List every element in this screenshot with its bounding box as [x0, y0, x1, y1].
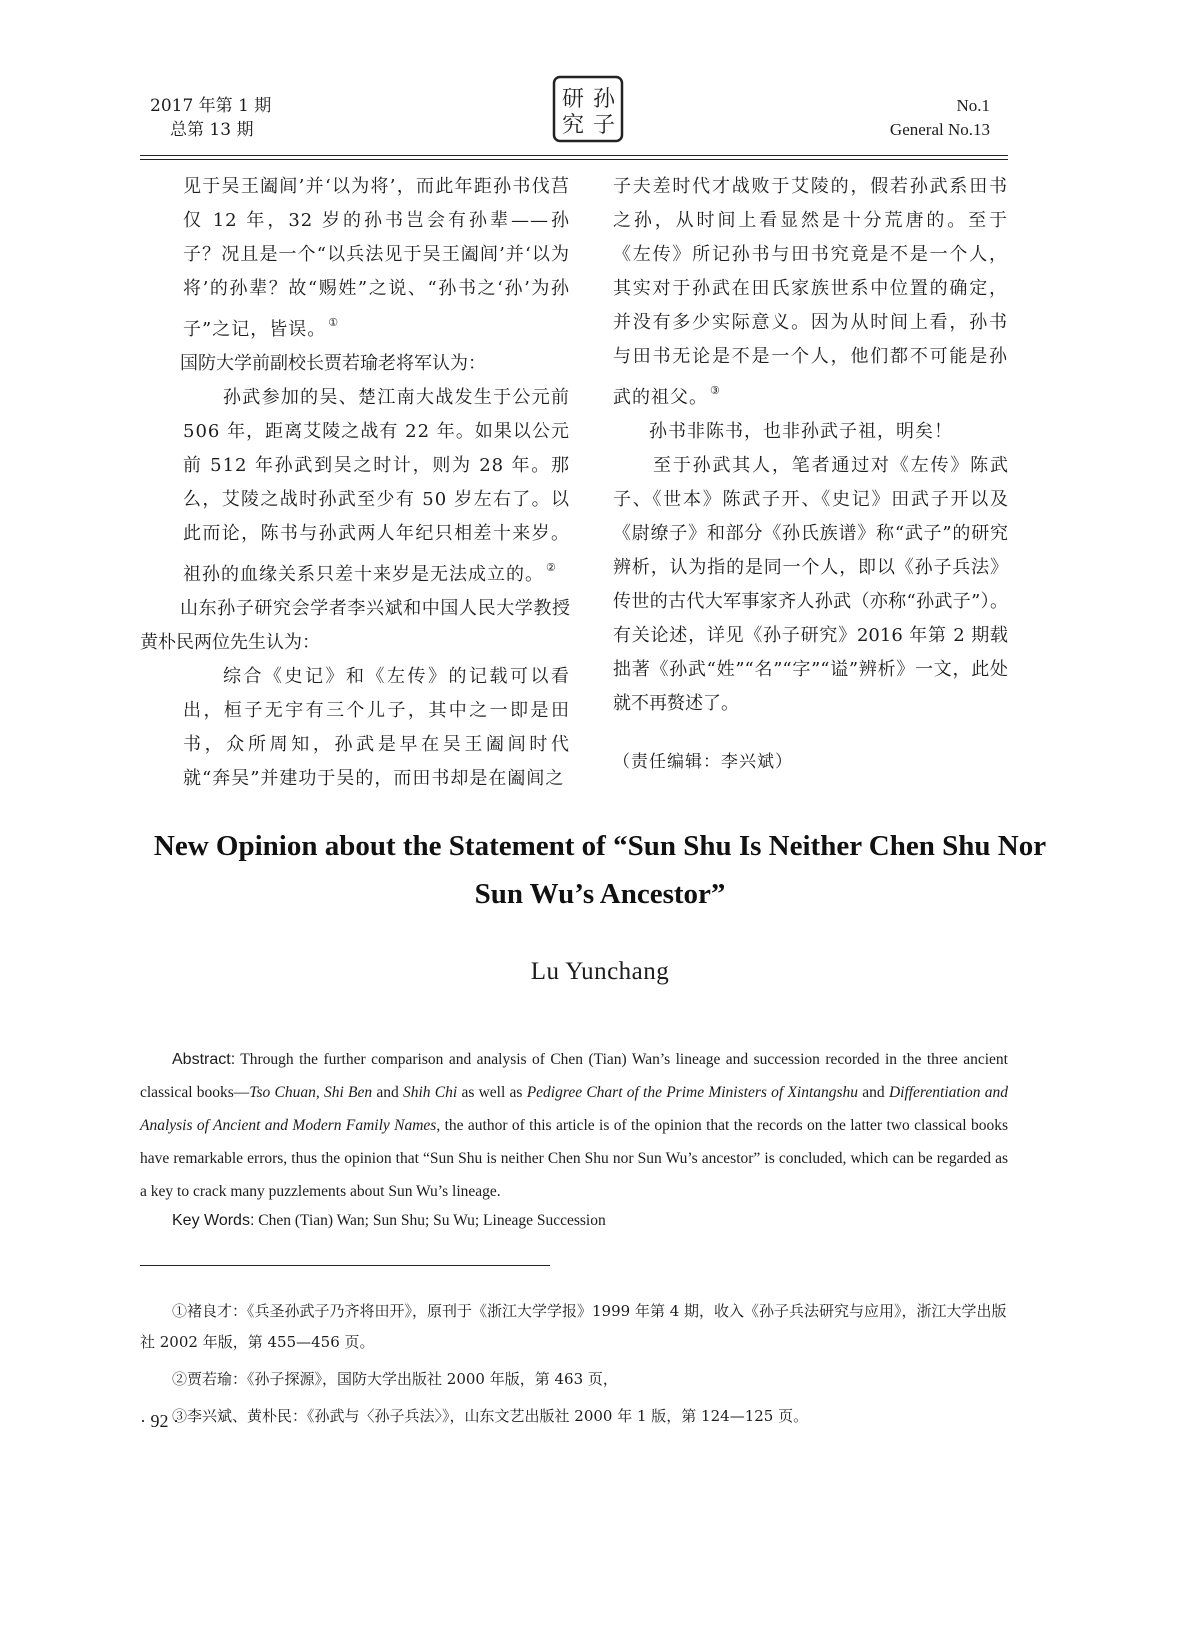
footnote-rule [140, 1265, 550, 1266]
abstract-text: and [858, 1084, 889, 1101]
abstract-book-title: Differentiation and Analysis of Ancient and Modern Family Names [140, 1084, 1008, 1134]
logo-char-1: 孙 [592, 87, 616, 112]
keywords-line [172, 1212, 606, 1230]
quote-text: 见于吴王阖闾’并‘以为将’，而此年距孙书伐莒仅 12 年，32 岁的孙书岂会有孙辈——孙子？况且是一个“以兵法见于吴王阖闾’并‘以为将’的孙辈？故“赐姓”之说、“孙书之‘孙’为孙子”之记，皆误。 [183, 176, 570, 340]
footnote-ref: ① [328, 316, 340, 329]
abstract-book-title: Tso Chuan, Shi Ben [249, 1084, 373, 1101]
abstract-book-title: Shih Chi [403, 1084, 458, 1101]
header-rule-thin [140, 159, 1008, 160]
footnote-ref: ③ [710, 384, 721, 397]
header-rule-thick [140, 155, 1008, 156]
abstract-book-title: Pedigree Chart of the Prime Ministers of Xintangshu [526, 1084, 859, 1101]
quote-paragraph [613, 170, 1008, 415]
title-line: Sun Wu’s Ancestor” [474, 878, 726, 910]
logo-char-4: 究 [561, 113, 585, 138]
abstract-block [140, 1043, 1008, 1208]
footnote: ③李兴斌、黄朴民：《孙武与〈孙子兵法〉》，山东文艺出版社 2000 年 1 版，第 124—125 页。 [172, 1407, 809, 1425]
conclusion-sentence: 孙书非陈书，也非孙武子祖，明矣！ [649, 421, 953, 442]
issue-info-cn [150, 94, 271, 142]
quote-text: 孙武参加的吴、楚江南大战发生于公元前 506 年，距离艾陵之战有 22 年。如果以公元前 512 年孙武到吴之时计，则为 28 年。那么，艾陵之战时孙武至少有 50 岁左右了。以此而论，陈书与孙武两人年纪只相差十来岁。祖孙的血缘关系只差十来岁是无法成立的。 [183, 387, 570, 585]
abstract-text: as well as [457, 1084, 527, 1101]
title-line: New Opinion about the Statement of “Sun Shu Is Neither Chen Shu Nor [153, 830, 1047, 862]
english-title [100, 822, 1100, 918]
quote-paragraph: 综合《史记》和《左传》的记载可以看出，桓子无宇有三个儿子，其中之一即是田书，众所周知，孙武是早在吴王阖闾时代就“奔吴”并建功于吴的，而田书却是在阖闾之 [183, 666, 570, 789]
logo-char-3: 研 [561, 87, 585, 112]
footnote-ref: ② [546, 561, 557, 574]
quote-paragraph [140, 381, 570, 592]
footnotes [140, 1296, 1008, 1438]
journal-logo-seal [551, 74, 625, 144]
general-number-en: General No.13 [889, 120, 990, 139]
logo-char-2: 子 [592, 113, 616, 138]
right-column [613, 170, 1008, 779]
abstract-text: , the author of this article is of the opinion that the records on the latter two classical books have remarkable errors, thus the opinion that “Sun Shu is neither Chen Shu nor Sun Wu’s ancestor” is concluded, which can be regarded as a key to crack many puzzlements about Sun Wu’s lineage. [140, 1117, 1009, 1200]
issue-total-number: 总第 13 期 [170, 120, 254, 140]
author-name: Lu Yunchang [530, 958, 670, 985]
issue-number-en: No.1 [956, 96, 990, 115]
keywords-label: Key Words: [172, 1212, 255, 1229]
quote-text: 子夫差时代才战败于艾陵的，假若孙武系田书之孙，从时间上看显然是十分荒唐的。至于《左传》所记孙书与田书究竟是不是一个人，其实对于孙武在田氏家族世系中位置的确定，并没有多少实际意义。因为从时间上看，孙书与田书无论是不是一个人，他们都不可能是孙武的祖父。 [613, 176, 1008, 408]
body-paragraph: 至于孙武其人，笔者通过对《左传》陈武子、《世本》陈武子开、《史记》田武子开以及《尉缭子》和部分《孙氏族谱》称“武子”的研究辨析，认为指的是同一个人，即以《孙子兵法》传世的古代大军事家齐人孙武（亦称“孙武子”）。有关论述，详见《孙子研究》2016 年第 2 期载拙著《孙武“姓”“名”“字”“谥”辨析》一文，此处就不再赘述了。 [613, 455, 1008, 714]
abstract-text: and [372, 1084, 403, 1101]
issue-year-number: 2017 年第 1 期 [150, 96, 272, 116]
footnote: ②贾若瑜：《孙子探源》，国防大学出版社 2000 年版，第 463 页， [172, 1370, 618, 1388]
abstract-label: Abstract: [172, 1051, 236, 1068]
responsible-editor: （责任编辑：李兴斌） [613, 752, 793, 772]
abstract-text: Through the further comparison and analysis of Chen (Tian) Wan’s lineage and succession recorded in the three ancient classical books— [140, 1051, 1008, 1101]
quote-paragraph [140, 170, 570, 347]
keywords-text: Chen (Tian) Wan; Sun Shu; Su Wu; Lineage Succession [254, 1212, 606, 1229]
body-paragraph: 国防大学前副校长贾若瑜老将军认为： [180, 353, 486, 374]
page-number: · 92 · [140, 1411, 179, 1431]
left-column [140, 170, 570, 796]
footnote: ①褚良才：《兵圣孙武子乃齐将田开》，原刊于《浙江大学学报》1999 年第 4 期，收入《孙子兵法研究与应用》，浙江大学出版社 2002 年版，第 455—456 页。 [140, 1302, 1007, 1351]
issue-info-en [890, 94, 990, 142]
body-paragraph: 山东孙子研究会学者李兴斌和中国人民大学教授黄朴民两位先生认为： [140, 598, 570, 653]
